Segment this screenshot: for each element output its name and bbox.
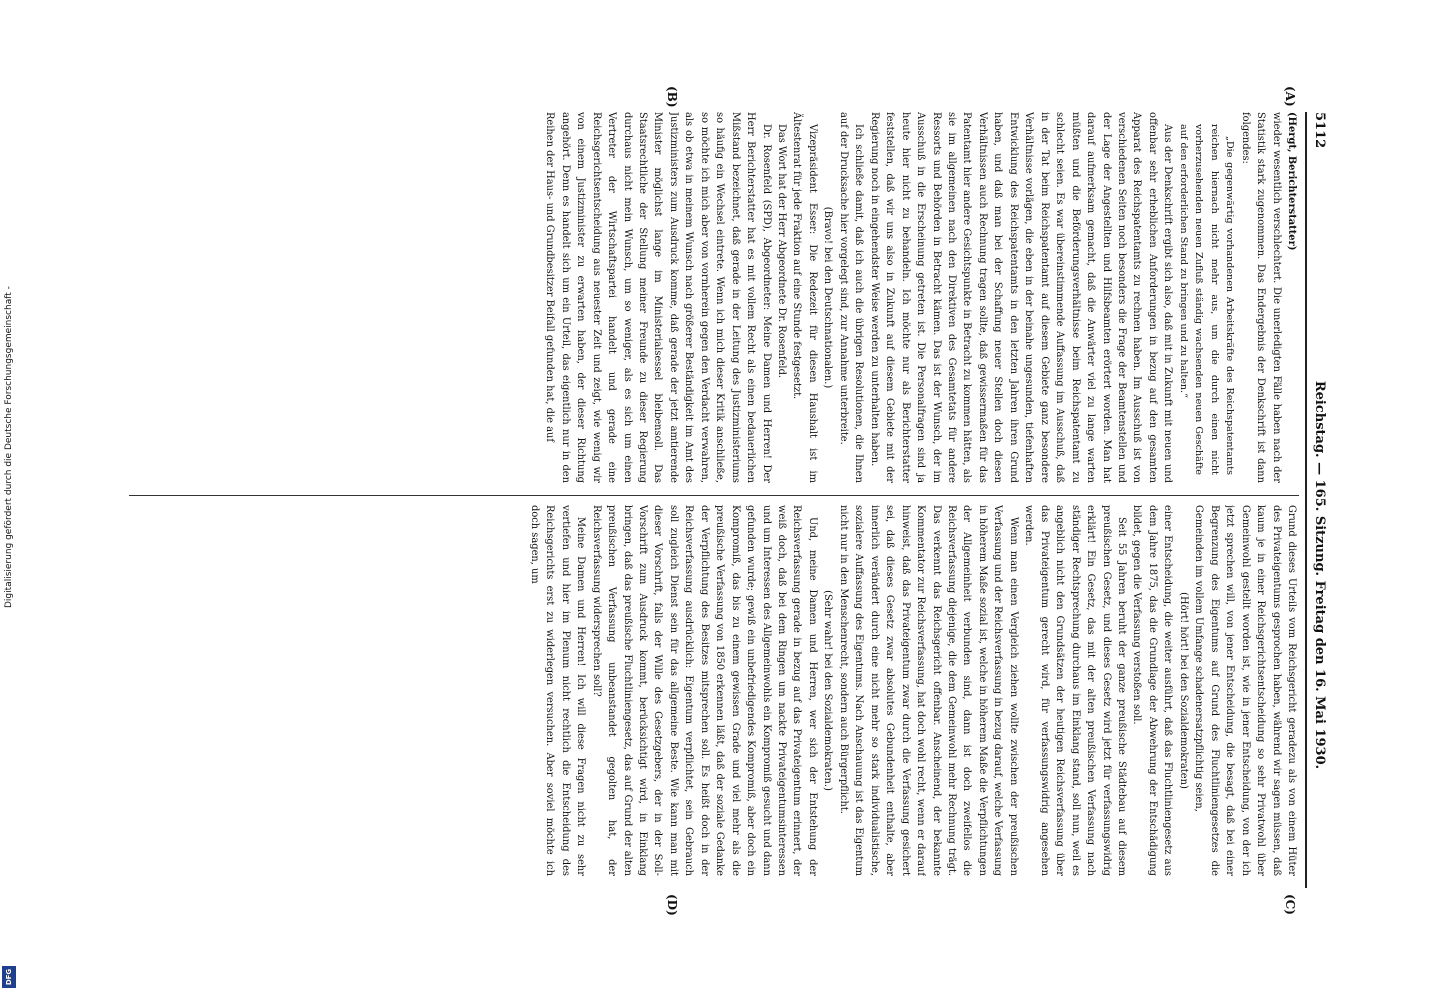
dfg-logo-icon	[2, 966, 16, 988]
block-quote: „Die gegenwärtig vorhandenen Arbeitskräfte des Reichspatentamts reichen hiernach nicht mehr aus, um die durch einen nicht vorherzusehenden neuen Zufluß ständig wachsenden neuen Geschäfte auf den erforderlichen Stand zu bringen und zu halten.“	[1177, 124, 1236, 475]
margin-mark-c: (C)	[1283, 894, 1297, 915]
interjection: (Bravo! bei den Deutschnationalen.)	[822, 206, 834, 389]
paragraph: Grund dieses Urteils vom Reichsgericht geradezu als von einem Hüter des Privateigentums gesprochen haben, während wir sagen müssen, daß kaum je in einer Reichsgerichtsentscheidung so sehr Privatwohl über Gemeinwohl gestellt worden ist, wie in jener Entscheidung, von der ich jetzt sprechen will, von jener Entscheidung, die besagt, daß bei einer Begrenzung des Eigentums auf Grund des Fluchtliniengesetzes die Gemeinden im vollem Umfange schadenersatzpflichtig seien,	[1193, 505, 1297, 876]
paragraph: wieder wesentlich verschlechtert. Die unerledigten Fälle haben nach der Statistik stark zugenommen. Das Endergebnis der Denkschrift ist dann folgendes:	[1239, 112, 1282, 483]
margin-mark-b: (B)	[665, 86, 679, 108]
speaker-tag: (Hergt, Berichterstatter)	[1286, 112, 1297, 251]
digitization-credit: Digitalisierung gefördert durch die Deutsche Forschungsgemeinschaft -	[4, 286, 14, 608]
left-column	[131, 112, 1299, 483]
page-number: 5112	[1312, 112, 1327, 149]
paragraph: Vizepräsident Esser: Die Redezeit für diesen Haushalt ist im Ältestenrat für jede Fraktion auf eine Stunde festgesetzt.	[791, 112, 818, 483]
paragraph: Ich schließe damit, daß ich auch die übrigen Resolutionen, die Ihnen auf der Drucksache hier vorgelegt sind, zur Annahme unterbreite.	[837, 112, 865, 483]
paragraph: einer Entscheidung, die weiter ausführt, daß das Fluchtliniengesetz aus dem Jahre 1875, das die Grundlage der Abwehrung der Entschädigung bildet, gegen die Verfassung verstoßen soll.	[1131, 505, 1174, 876]
page-header	[1303, 112, 1333, 888]
header-rule	[1305, 112, 1307, 888]
column-divider	[129, 495, 1299, 496]
dfg-logo-text: DFG	[5, 968, 13, 986]
paragraph: Aus der Denkschrift ergibt sich also, daß mit in Zukunft mit neuen und offenbar sehr erheblichen Anforderungen in bezug auf den gesamten Apparat des Reichspatentamts zu rechnen haben. Im Ausschuß ist von verschiedenen Seiten noch besonders die Frage der Beamtenstellen und der Lage der Angestellten und Hilfsbeamten erörtert worden. Man hat darauf aufmerksam gemacht, daß die Anwärter viel zu lange warten müßten und die Beförderungsverhältnisse beim Reichspatentamt zu schlecht seien. Es war übereinstimmende Auffassung im Ausschuß, daß in der Tat beim Reichspatentamt auf diesem Gebiete ganz besondere Verhältnisse vorlägen, die eben in der beinahe ungesunden, tiefenhaften Entwicklung des Reichspatentamts in den letzten Jahren ihren Grund haben, und daß man bei der Schaffung neuer Stellen doch diesen Verhältnissen auch Rechnung tragen sollte, daß gewissermaßen für das Patentamt hier andere Gesichtspunkte in Betracht zu kommen hätten, als sie im allgemeinen nach den Direktiven des Gesamtetats für andere Ressorts und Behörden in Betracht kämen. Das ist der Wunsch, der im Ausschuß in die Erscheinung getreten ist. Die Personalfragen sind ja heute hier nicht zu behandeln. Ich möchte nur als Berichterstatter feststellen, daß wir uns also in Zukunft auf diesem Gebiete mit der Regierung noch in eingehendster Weise werden zu unterhalten haben.	[868, 112, 1174, 483]
margin-mark-d: (D)	[665, 894, 679, 916]
running-title: Reichstag. — 165. Sitzung. Freitag den 16. Mai 1930.	[1312, 380, 1327, 770]
paragraph: Seit 55 Jahren beruht der ganze preußische Städtebau auf diesem preußischen Gesetz, und dieses Gesetz wird jetzt für verfassungswidrig erklärt! Ein Gesetz, das mit der alten preußischen Verfassung nach ständiger Rechtsprechung durchaus im Einklang stand, soll nun, weil es angeblich nicht den Grundsätzen der heutigen Reichsverfassung über das Privateigentum gerecht wird, für verfassungswidrig angesehen werden.	[1023, 505, 1128, 876]
paragraph: Wenn man einen Vergleich ziehen wollte zwischen der preußischen Verfassung und der Reichsverfassung in bezug darauf, welche Verfassung in höherem Maße sozial ist, welche in höherem Maße die Verpflichtungen der Allgemeinheit verbunden sind, dann ist doch zweifellos die Reichsverfassung diejenige, die dem Gemeinwohl mehr Rechnung trägt. Das verkennt das Reichsgericht offenbar. Anscheinend, der bekannte Kommentator zur Reichsverfassung, hat doch wohl recht, wenn er darauf hinweist, daß das Privateigentum zwar durch die Verfassung gesichert sei, daß dieses Gesetz zwar absolutes Gebundenheit enthalte, aber innerlich verändert durch eine nicht mehr so stark individualistische, sozialere Auffassung des Eigentums. Nach Anschauung ist das Eigentum nicht nur in den Menschenrecht, sondern auch Bürgerpflicht.	[837, 505, 1019, 876]
right-column	[131, 505, 1299, 876]
paragraph: Das Wort hat der Herr Abgeordnete Dr. Rosenfeld.	[776, 124, 788, 379]
interjection: (Hört! hört! bei den Sozialdemokraten)	[1177, 592, 1189, 789]
interjection: (Sehr wahr! bei den Sozialdemokraten.)	[822, 590, 834, 791]
paragraph: Und, meine Damen und Herren, wer sich der Entstehung der Reichsverfassung gerade in bezug auf das Privateigentum erinnert, der weiß doch, daß bei dem Ringen um nackte Privateigentumsinteressen und um Interessen des Allgemeinwohls ein Kompromiß gesucht und dann gefunden wurde; gewiß ein unbefriedigendes Kompromiß, aber doch ein Kompromiß, das bis zu einem gewissen Grade und viel mehr als die preußische Verfassung von 1850 erkennen läßt, daß der soziale Gedanke der Verpflichtung des Besitzes mitsprechen soll. Es heißt doch in der Reichsverfassung ausdrücklich: Eigentum verpflichtet, sein Gebrauch soll zugleich Dienst sein für das allgemeine Beste. Wie kann man mit dieser Vorschrift, falls der Wille des Gesetzgebers, der in der Soll-Vorschrift zum Ausdruck kommt, berücksichtigt wird, in Einklang bringen, daß das preußische Fluchtliniengesetz, das auf Grund der alten preußischen Verfassung unbeanstandet gegolten hat, der Reichsverfassung widersprechen soll?	[590, 505, 818, 876]
paragraph: Dr. Rosenfeld (SPD), Abgeordneter: Meine Damen und Herren! Der Herr Berichterstatter hat es mit vollem Recht als einen bedauerlichen Mißstand bezeichnet, daß gerade in der Leitung des Justizministeriums so häufig ein Wechsel eintrete. Wenn ich mich dieser Kritik anschließe, so möchte ich mich aber von vornherein gegen den Verdacht verwahren, als ob etwa in meinem Wunsch nach größerer Beständigkeit im Amt des Justizministers zum Ausdruck komme, daß gerade der jetzt amtierende Minister möglichst lange im Ministerialsessel bleibensoll. Das Staatsrechtliche der Stellung meiner Freunde zu dieser Regierung durchaus nicht mein Wunsch, um so weniger, als es sich um einen Vertreter der Wirtschaftspartei handelt und gerade eine Reichsgerichtsentscheidung aus neuester Zeit und zeigt, wie wenig wir von einem Justizminister zu erwarten haben, der dieser Richtung angehört. Denn es handelt sich um ein Urteil, das eigentlich nur in den Reihen der Haus- und Grundbesitzer Beifall gefunden hat, die auf	[544, 112, 772, 483]
margin-mark-a: (A)	[1283, 86, 1297, 107]
paragraph: Meine Damen und Herren! Ich will diese Fragen nicht zu sehr vertiefen und hier im Plenum nicht rechtlich die Entscheidung des Reichsgerichts erst zu widerlegen versuchen. Aber soviel möchte ich doch sagen, um	[528, 505, 587, 876]
rotated-document-page	[123, 86, 1333, 916]
